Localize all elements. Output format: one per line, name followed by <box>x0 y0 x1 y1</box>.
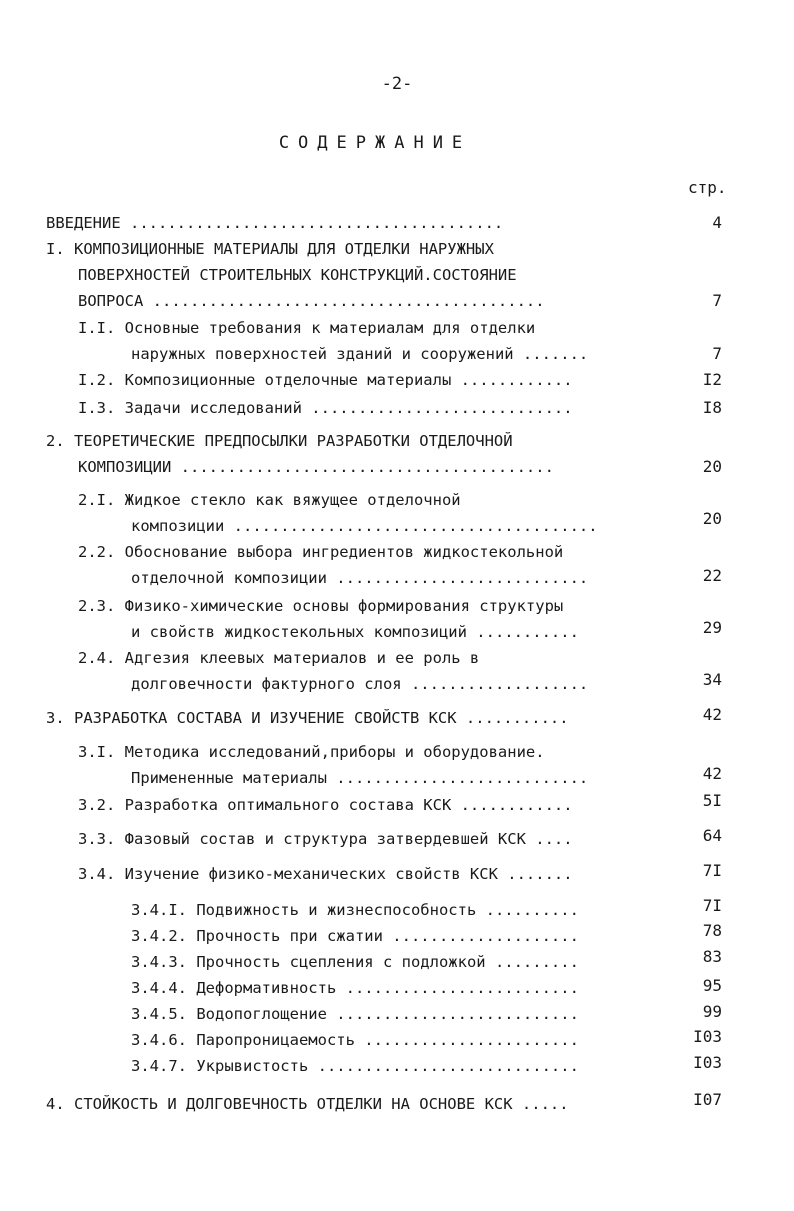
toc-entry-line: 2.I. Жидкое стекло как вяжущее отделочной <box>78 491 461 509</box>
toc-entry-line: I.I. Основные требования к материалам для отделки <box>78 319 536 337</box>
toc-entry-line: 2.3. Физико-химические основы формирования структуры <box>78 597 564 615</box>
toc-entry-line: 2. ТЕОРЕТИЧЕСКИЕ ПРЕДПОСЫЛКИ РАЗРАБОТКИ ОТДЕЛОЧНОЙ <box>46 432 513 450</box>
toc-page-number: 78 <box>702 921 722 940</box>
toc-entry-line: 2.4. Адгезия клеевых материалов и ее роль в <box>78 649 480 667</box>
toc-entry-line: Примененные материалы ........................... <box>131 769 589 787</box>
toc-entry-line: I. КОМПОЗИЦИОННЫЕ МАТЕРИАЛЫ ДЛЯ ОТДЕЛКИ НАРУЖНЫХ <box>46 240 494 258</box>
toc-entry-line: 3.4.3. Прочность сцепления с подложкой ......... <box>131 953 579 971</box>
toc-page-number: 42 <box>702 764 722 783</box>
toc-page-number: 7I <box>702 861 722 880</box>
toc-entry-line: 3.4.6. Паропроницаемость ....................... <box>131 1031 579 1049</box>
toc-entry-line: 3.2. Разработка оптимального состава КСК ............ <box>78 796 573 814</box>
toc-page-number: 7 <box>712 291 722 310</box>
toc-page-number: 7 <box>712 344 722 363</box>
toc-page-number: 4 <box>712 213 722 232</box>
toc-page-number: I07 <box>693 1090 722 1109</box>
toc-page-number: 7I <box>702 896 722 915</box>
page-column-label: стр. <box>688 178 727 197</box>
toc-entry-line: 3.4. Изучение физико-механических свойств КСК ....... <box>78 865 573 883</box>
toc-page-number: 20 <box>702 457 722 476</box>
toc-entry-line: долговечности фактурного слоя ................... <box>131 675 589 693</box>
toc-page-number: 42 <box>702 705 722 724</box>
toc-entry-line: отделочной композиции ........................... <box>131 569 589 587</box>
toc-page-number: I8 <box>702 398 722 417</box>
toc-entry-line: 3.I. Методика исследований,приборы и оборудование. <box>78 743 545 761</box>
toc-page-number: 83 <box>702 947 722 966</box>
toc-page-number: 34 <box>702 670 722 689</box>
toc-page-number: 20 <box>702 509 722 528</box>
toc-entry-line: ВВЕДЕНИЕ ........................................ <box>46 214 504 232</box>
toc-page-number: 5I <box>702 791 722 810</box>
toc-entry-line: I.2. Композиционные отделочные материалы ............ <box>78 371 573 389</box>
toc-entry-line: 4. СТОЙКОСТЬ И ДОЛГОВЕЧНОСТЬ ОТДЕЛКИ НА ОСНОВЕ КСК ..... <box>46 1095 569 1113</box>
page-number: -2- <box>381 74 413 94</box>
toc-page-number: I2 <box>702 370 722 389</box>
toc-entry-line: 3.3. Фазовый состав и структура затвердевшей КСК .... <box>78 830 573 848</box>
toc-entry-line: 3.4.I. Подвижность и жизнеспособность .......... <box>131 901 579 919</box>
toc-entry-line: 3.4.2. Прочность при сжатии .................... <box>131 927 579 945</box>
toc-page-number: I03 <box>693 1053 722 1072</box>
toc-entry-line: и свойств жидкостекольных композиций ........... <box>131 623 579 641</box>
toc-entry-line: наружных поверхностей зданий и сооружений ....... <box>131 345 589 363</box>
toc-page-number: 99 <box>702 1002 722 1021</box>
toc-entry-line: 3.4.7. Укрывистость ............................ <box>131 1057 579 1075</box>
toc-page-number: 95 <box>702 976 722 995</box>
toc-entry-line: 3. РАЗРАБОТКА СОСТАВА И ИЗУЧЕНИЕ СВОЙСТВ КСК ........... <box>46 709 569 727</box>
toc-entry-line: КОМПОЗИЦИИ ........................................ <box>78 458 554 476</box>
toc-entry-line: 3.4.4. Деформативность ......................... <box>131 979 579 997</box>
toc-page-number: 29 <box>702 618 722 637</box>
toc-entry-line: композиции ....................................... <box>131 517 598 535</box>
page-title: СОДЕРЖАНИЕ <box>278 133 472 153</box>
toc-page-number: I03 <box>693 1027 722 1046</box>
toc-page-number: 22 <box>702 566 722 585</box>
toc-entry-line: 3.4.5. Водопоглощение .......................... <box>131 1005 579 1023</box>
toc-entry-line: ВОПРОСА .......................................... <box>78 292 545 310</box>
toc-page-number: 64 <box>702 826 722 845</box>
toc-entry-line: ПОВЕРХНОСТЕЙ СТРОИТЕЛЬНЫХ КОНСТРУКЦИЙ.СОСТОЯНИЕ <box>78 266 517 284</box>
toc-entry-line: 2.2. Обоснование выбора ингредиентов жидкостекольной <box>78 543 564 561</box>
toc-entry-line: I.3. Задачи исследований ............................ <box>78 399 573 417</box>
